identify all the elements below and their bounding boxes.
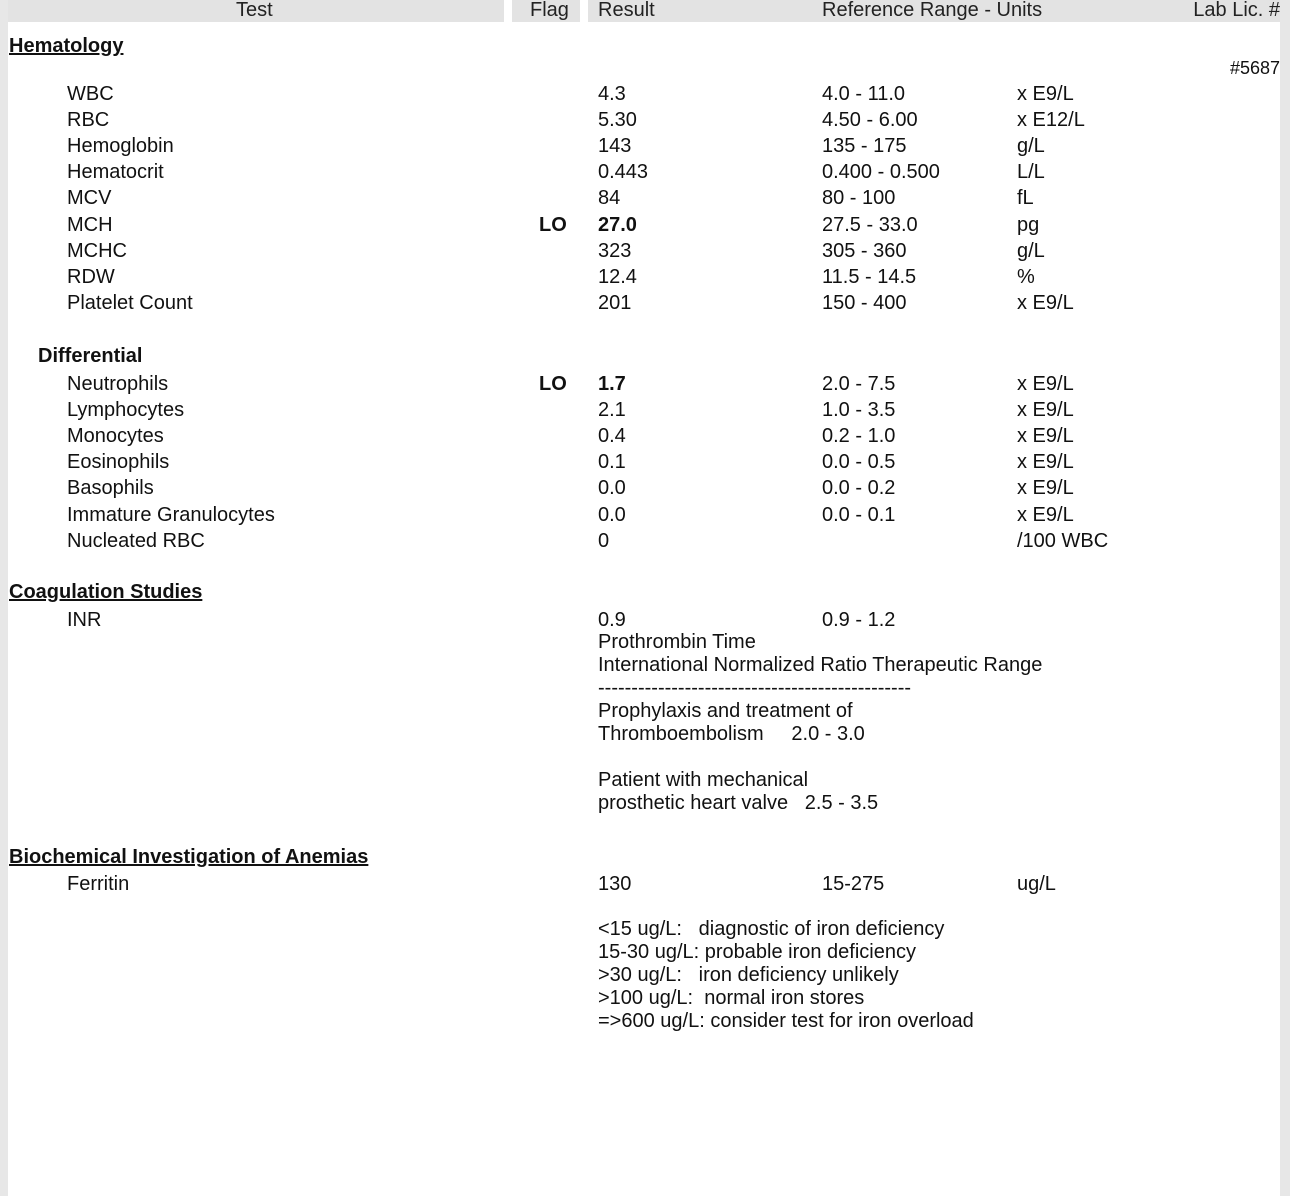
table-row	[8, 871, 1280, 897]
header-test-bar	[8, 0, 504, 22]
test-name: Nucleated RBC	[67, 529, 205, 552]
test-name: RDW	[67, 265, 115, 288]
result-value: 84	[598, 187, 621, 210]
result-value: 0.0	[598, 503, 626, 526]
test-name: Basophils	[67, 477, 154, 500]
lab-report-page	[8, 0, 1280, 1196]
table-row	[8, 397, 1280, 423]
result-value: 1.7	[598, 373, 626, 395]
test-name: MCHC	[67, 239, 127, 262]
section-title-coagulation: Coagulation Studies	[9, 581, 203, 603]
units: x E9/L	[1017, 451, 1074, 474]
units: %	[1017, 265, 1035, 288]
result-value: 0.9	[598, 609, 626, 631]
reference-range: 0.9 - 1.2	[822, 609, 896, 631]
table-row	[8, 528, 1280, 554]
units: x E9/L	[1017, 291, 1074, 314]
result-value: 4.3	[598, 83, 626, 105]
test-name: INR	[67, 609, 102, 631]
result-value: 0	[598, 529, 610, 552]
table-row	[8, 607, 1280, 633]
header-flag: Flag	[530, 0, 569, 21]
units: x E9/L	[1017, 425, 1074, 448]
units: L/L	[1017, 161, 1045, 184]
header-result: Result	[598, 0, 655, 21]
result-value: 323	[598, 239, 632, 262]
section-title-hematology: Hematology	[9, 35, 124, 57]
units: ug/L	[1017, 873, 1056, 895]
reference-range: 0.400 - 0.500	[822, 161, 940, 184]
units: /100 WBC	[1017, 529, 1109, 552]
reference-range: 0.0 - 0.5	[822, 451, 896, 474]
flag-value: LO	[539, 373, 567, 395]
test-name: Platelet Count	[67, 291, 193, 314]
reference-range: 4.50 - 6.00	[822, 109, 918, 132]
reference-range: 27.5 - 33.0	[822, 213, 918, 236]
table-row	[8, 133, 1280, 159]
reference-range: 150 - 400	[822, 291, 907, 314]
units: x E12/L	[1017, 109, 1085, 132]
units: g/L	[1017, 135, 1045, 158]
table-row	[8, 264, 1280, 290]
reference-range: 0.0 - 0.2	[822, 477, 896, 500]
units: x E9/L	[1017, 503, 1074, 526]
result-value: 2.1	[598, 399, 626, 422]
flag-value: LO	[539, 213, 567, 236]
result-value: 0.0	[598, 477, 626, 500]
reference-range: 11.5 - 14.5	[822, 265, 917, 288]
units: fL	[1017, 187, 1034, 210]
result-value: 5.30	[598, 109, 637, 132]
units: pg	[1017, 213, 1040, 236]
table-row	[8, 290, 1280, 316]
result-value: 27.0	[598, 213, 637, 236]
header-lab-lic: Lab Lic. #	[1193, 0, 1280, 21]
table-row	[8, 371, 1280, 397]
table-row	[8, 81, 1280, 107]
units: x E9/L	[1017, 399, 1074, 422]
test-name: Ferritin	[67, 873, 130, 895]
test-name: Immature Granulocytes	[67, 503, 275, 526]
inr-therapeutic-range-note: Prothrombin Time International Normalized Ratio Therapeutic Range ----------------------------------------------- Prophylaxis and treatment of Thromboembolism 2.0 - 3.0 Patient with mechanical prosthetic heart valve 2.5 - 3.5	[598, 631, 1043, 814]
units: x E9/L	[1017, 373, 1074, 395]
result-value: 201	[598, 291, 632, 314]
units: x E9/L	[1017, 83, 1074, 105]
reference-range: 0.0 - 0.1	[822, 503, 896, 526]
table-row	[8, 159, 1280, 185]
test-name: Lymphocytes	[67, 399, 185, 422]
reference-range: 0.2 - 1.0	[822, 425, 896, 448]
result-value: 12.4	[598, 265, 637, 288]
table-row	[8, 423, 1280, 449]
reference-range: 2.0 - 7.5	[822, 373, 896, 395]
test-name: MCH	[67, 213, 113, 236]
reference-range: 1.0 - 3.5	[822, 399, 896, 422]
header-reference-bar	[814, 0, 1280, 22]
test-name: Monocytes	[67, 425, 164, 448]
section-title-anemias: Biochemical Investigation of Anemias	[9, 846, 369, 868]
test-name: Hematocrit	[67, 161, 164, 184]
header-result-bar	[588, 0, 814, 22]
reference-range: 135 - 175	[822, 135, 907, 158]
reference-range: 305 - 360	[822, 239, 907, 262]
subsection-title-differential: Differential	[38, 345, 143, 367]
ferritin-interpretation-note: <15 ug/L: diagnostic of iron deficiency 15-30 ug/L: probable iron deficiency >30 ug/L: iron deficiency unlikely >100 ug/L: normal iron stores =>600 ug/L: consider test for iron overload	[598, 918, 974, 1032]
test-name: Eosinophils	[67, 451, 170, 474]
table-row	[8, 449, 1280, 475]
table-row	[8, 238, 1280, 264]
result-value: 130	[598, 873, 632, 895]
result-value: 0.443	[598, 161, 649, 184]
test-name: Hemoglobin	[67, 135, 174, 158]
test-name: WBC	[67, 83, 114, 105]
units: x E9/L	[1017, 477, 1074, 500]
table-row	[8, 502, 1280, 528]
units: g/L	[1017, 239, 1045, 262]
reference-range: 80 - 100	[822, 187, 896, 210]
table-row	[8, 475, 1280, 501]
lab-license-number: #5687	[1229, 58, 1280, 78]
table-row	[8, 212, 1280, 238]
result-value: 0.1	[598, 451, 626, 474]
reference-range: 15-275	[822, 873, 885, 895]
test-name: MCV	[67, 187, 112, 210]
test-name: Neutrophils	[67, 373, 169, 395]
test-name: RBC	[67, 109, 110, 132]
table-row	[8, 107, 1280, 133]
result-value: 143	[598, 135, 632, 158]
reference-range: 4.0 - 11.0	[822, 83, 906, 105]
header-flag-bar	[512, 0, 580, 22]
table-row	[8, 185, 1280, 211]
result-value: 0.4	[598, 425, 626, 448]
header-reference: Reference Range - Units	[822, 0, 1043, 21]
header-test: Test	[236, 0, 273, 21]
